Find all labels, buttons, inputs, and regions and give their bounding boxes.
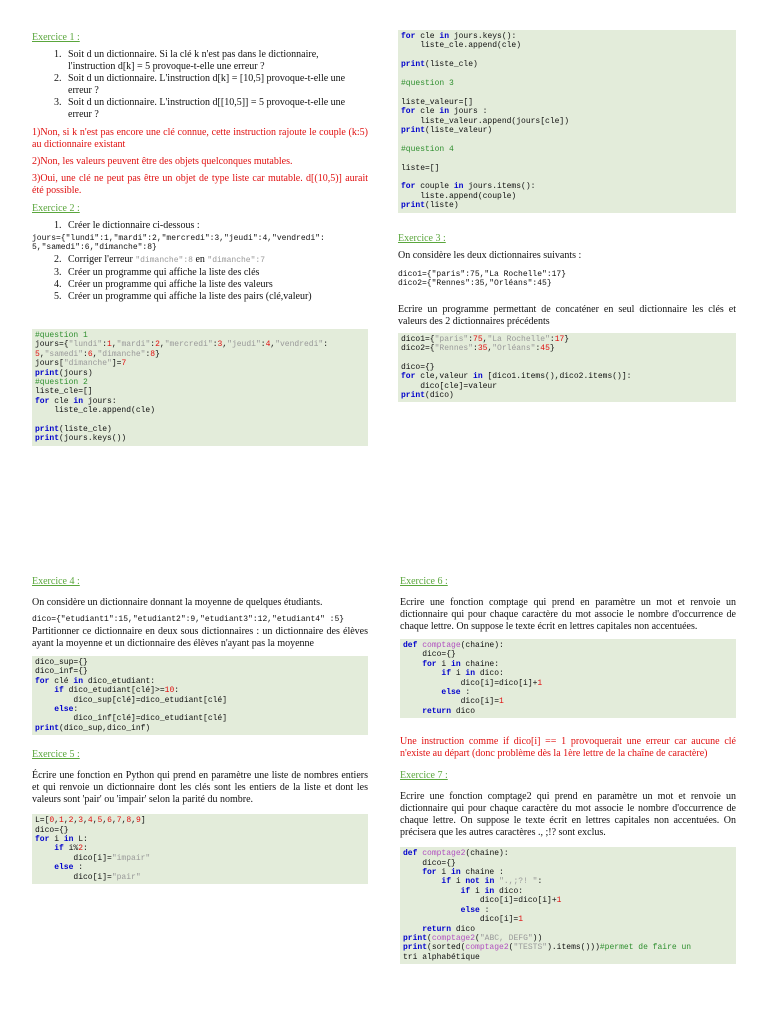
code-line: return dico <box>422 706 476 716</box>
code-line: if i%2: <box>54 844 88 854</box>
code-line: dico={} <box>403 650 456 660</box>
code-line <box>401 88 733 97</box>
code-line: #question 2 <box>35 378 88 388</box>
exercise-4-code <box>32 656 368 735</box>
code-line <box>401 353 733 362</box>
code-line: #question 1 <box>35 331 88 340</box>
q2-mid: en <box>195 254 205 265</box>
exercise-1-question: 1. Soit d un dictionnaire. Si la clé k n'est pas dans le dictionnaire, l'instruction d[k] = 5 provoque-t-elle une erreur ? <box>64 49 368 73</box>
code-line: dico[i]="pair" <box>35 872 141 882</box>
code-line: L=[0,1,2,3,4,5,6,7,8,9] <box>35 816 146 826</box>
exercise-2-question <box>64 254 368 267</box>
column-left-bottom <box>32 576 368 890</box>
exercise-1-answer: 1)Non, si k n'est pas encore une clé connue, cette instruction rajoute le couple (k:5) au dictionnaire existant <box>32 127 368 150</box>
exercise-1-questions <box>32 49 368 121</box>
code-line: liste_cle=[] <box>35 387 93 397</box>
code-line: print(dico_sup,dico_inf) <box>35 723 151 733</box>
code-line <box>401 51 733 60</box>
code-line: liste.append(couple) <box>401 191 517 201</box>
code-line: for i in L: <box>35 835 88 845</box>
code-line: liste_cle.append(cle) <box>35 406 156 416</box>
code-line: jours={"lundi":1,"mardi":2,"mercredi":3,"jeudi":4,"vendredi": <box>35 340 329 350</box>
code-line: dico2={"Rennes":35,"Orléans":45} <box>401 344 555 354</box>
code-line: else : <box>441 688 471 698</box>
code-line: else : <box>54 863 84 873</box>
code-line: 5,"samedi":6,"dimanche":8} <box>35 349 160 359</box>
code-line: jours["dimanche"]=7 <box>35 359 127 369</box>
code-line: dico_sup={} <box>35 658 88 667</box>
code-line: for cle in jours.keys(): <box>401 32 517 41</box>
code-line: dico[i]=1 <box>403 697 504 707</box>
code-line: liste_cle.append(cle) <box>401 41 522 51</box>
exercise-1-question: 3. Soit d un dictionnaire. L'instruction d[[10,5]] = 5 provoque-t-elle une erreur ? <box>64 97 368 121</box>
code-line: dico1={"paris":75,"La Rochelle":17} <box>401 334 570 344</box>
code-line: def comptage(chaine): <box>403 641 504 650</box>
exercise-2-question: 5. Créer un programme qui affiche la liste des pairs (clé,valeur) <box>64 291 368 303</box>
code-line: else : <box>460 905 490 915</box>
code-line: print(comptage2("ABC, DEFG")) <box>403 933 543 943</box>
exercise-3-code <box>398 333 736 403</box>
code-line: for cle in jours : <box>401 107 488 117</box>
exercise-3-text: Ecrire un programme permettant de concaténer en seul dictionnaire les clés et valeurs des 2 dictionnaires précédents <box>398 303 736 327</box>
code-line <box>401 135 733 144</box>
exercise-2-question: 3. Créer un programme qui affiche la liste des clés <box>64 267 368 279</box>
code-line: print(liste) <box>401 201 459 211</box>
code-line: #question 3 <box>401 79 454 88</box>
exercise-2-code-continued <box>398 30 736 213</box>
code-line: for cle in jours: <box>35 396 117 406</box>
code-line: for clé in dico_etudiant: <box>35 676 156 686</box>
code-line <box>401 173 733 182</box>
code-line: for i in chaine: <box>422 659 500 669</box>
code-line: dico_inf={} <box>35 667 88 677</box>
exercise-6-answer: Une instruction comme if dico[i] == 1 provoquerait une erreur car aucune clé n'existe au départ (donc problème dès la 1ère lettre de la chaîne de caractère) <box>400 736 736 760</box>
code-line: dico={} <box>403 858 456 868</box>
exercise-3-dicts <box>398 270 736 288</box>
exercise-6-code <box>400 639 736 718</box>
code-line: dico={} <box>401 362 435 372</box>
code-line: liste_valeur.append(jours[cle]) <box>401 116 570 126</box>
code-line: tri alphabétique <box>403 952 480 962</box>
exercise-2-title: Exercice 2 : <box>32 203 80 214</box>
exercise-1-answer: 3)Oui, une clé ne peut pas être un objet de type liste car mutable. d[(10,5)] aurait été possible. <box>32 173 368 196</box>
code-line: print(liste_cle) <box>35 425 112 435</box>
code-line: return dico <box>422 924 476 934</box>
column-right-top <box>398 30 736 408</box>
code-line: for cle,valeur in [dico1.items(),dico2.items()]: <box>401 372 632 382</box>
code-line: dico={} <box>35 825 69 835</box>
column-right-bottom <box>400 576 736 970</box>
code-line: for couple in jours.items(): <box>401 182 536 192</box>
code-line: liste=[] <box>401 163 440 173</box>
exercise-2-question: 4. Créer un programme qui affiche la liste des valeurs <box>64 279 368 291</box>
column-left-top <box>32 32 368 452</box>
exercise-4-dict-line: dico={"etudiant1":15,"etudiant2":9,"etudiant3":12,"etudiant4" :5} <box>32 615 345 624</box>
q2-old-value: "dimanche":8 <box>135 256 193 265</box>
exercise-7-text: Ecrire une fonction comptage2 qui prend en paramètre un mot et renvoie un dictionnaire qui pour chaque caractère du mot associe le nombre d'occurrence de chaque lettre. On suppose le texte écrit en lettres capitales non accentuées. On précisera que les autres caractères ., ;!? sont exclus. <box>400 791 736 839</box>
exercise-3-title: Exercice 3 : <box>398 232 446 244</box>
exercise-3-intro: On considère les deux dictionnaires suivants : <box>398 249 582 261</box>
exercise-1-answer: 2)Non, les valeurs peuvent être des objets quelconques mutables. <box>32 156 293 167</box>
exercise-5-title: Exercice 5 : <box>32 749 80 761</box>
exercise-3-dict: dico2={"Rennes":35,"Orléans":45} <box>398 278 552 288</box>
q2-prefix: Corriger l'erreur <box>68 254 133 265</box>
code-line: print(liste_cle) <box>401 60 478 70</box>
exercise-5-text: Écrire une fonction en Python qui prend en paramètre une liste de nombres entiers et qui renvoie un dictionnaire dont les clés sont les entiers de la liste et dont les valeurs sont 'pair' ou 'impair' selon la parité du nombre. <box>32 770 368 806</box>
code-line: print(jours.keys()) <box>35 434 127 444</box>
code-line: liste_valeur=[] <box>401 97 474 107</box>
exercise-7-title: Exercice 7 : <box>400 770 448 782</box>
code-line <box>401 154 733 163</box>
code-line: for i in chaine : <box>422 868 504 878</box>
code-line: #question 4 <box>401 144 454 154</box>
exercise-2-question: 1. Créer le dictionnaire ci-dessous : <box>64 220 368 232</box>
code-line: if i in dico: <box>441 669 504 679</box>
code-line: else: <box>54 705 79 715</box>
exercise-6-title: Exercice 6 : <box>400 576 448 587</box>
code-line: print(dico) <box>401 391 454 401</box>
exercise-2-dict-line: jours={"lundi":1,"mardi":2,"mercredi":3,"jeudi":4,"vendredi": 5,"samedi":6,"dimanche":8} <box>32 234 325 252</box>
exercise-1-question: 2. Soit d un dictionnaire. L'instruction d[k] = [10,5] provoque-t-elle une erreur ? <box>64 73 368 97</box>
code-line: print(sorted(comptage2("TESTS").items()))#permet de faire un <box>403 943 692 953</box>
exercise-4-intro: On considère un dictionnaire donnant la moyenne de quelques étudiants. <box>32 597 323 608</box>
exercise-5-code <box>32 814 368 884</box>
code-line: if dico_etudiant[clé]>=10: <box>54 686 180 696</box>
exercise-6-text: Ecrire une fonction comptage qui prend en paramètre un mot et renvoie un dictionnaire qui pour chaque caractère du mot associe le nombre d'occurrence de chaque lettre. On suppose le texte écrit en lettres capitales non accentuées. <box>400 597 736 632</box>
exercise-7-code <box>400 847 736 964</box>
exercise-1-title: Exercice 1 : <box>32 32 80 43</box>
code-line: if i in dico: <box>460 886 524 896</box>
q2-new-value: "dimanche":7 <box>207 256 265 265</box>
exercise-2-question-1 <box>32 220 368 232</box>
code-line: dico[i]=1 <box>403 915 524 925</box>
code-line: if i not in ".,;?! ": <box>441 877 543 887</box>
exercise-2-questions <box>32 254 368 303</box>
code-line: dico_sup[clé]=dico_etudiant[clé] <box>35 695 228 705</box>
exercise-4-text: Partitionner ce dictionnaire en deux sous dictionnaires : un dictionnaire des élèves ayant la moyenne et un dictionnaire des élèves n'ayant pas la moyenne <box>32 626 368 649</box>
code-line <box>35 416 365 425</box>
code-line: def comptage2(chaine): <box>403 849 509 859</box>
code-line: dico_inf[clé]=dico_etudiant[clé] <box>35 714 228 724</box>
code-line: dico[i]=dico[i]+1 <box>403 678 543 688</box>
code-line: dico[i]=dico[i]+1 <box>403 896 562 906</box>
code-line <box>401 70 733 79</box>
exercise-4-title: Exercice 4 : <box>32 576 80 587</box>
exercise-3-dict: dico1={"paris":75,"La Rochelle":17} <box>398 269 567 279</box>
code-line: print(jours) <box>35 368 93 378</box>
code-line: dico[i]="impair" <box>35 853 151 863</box>
code-line: dico[cle]=valeur <box>401 381 498 391</box>
exercise-2-code <box>32 329 368 446</box>
code-line: print(liste_valeur) <box>401 126 493 136</box>
